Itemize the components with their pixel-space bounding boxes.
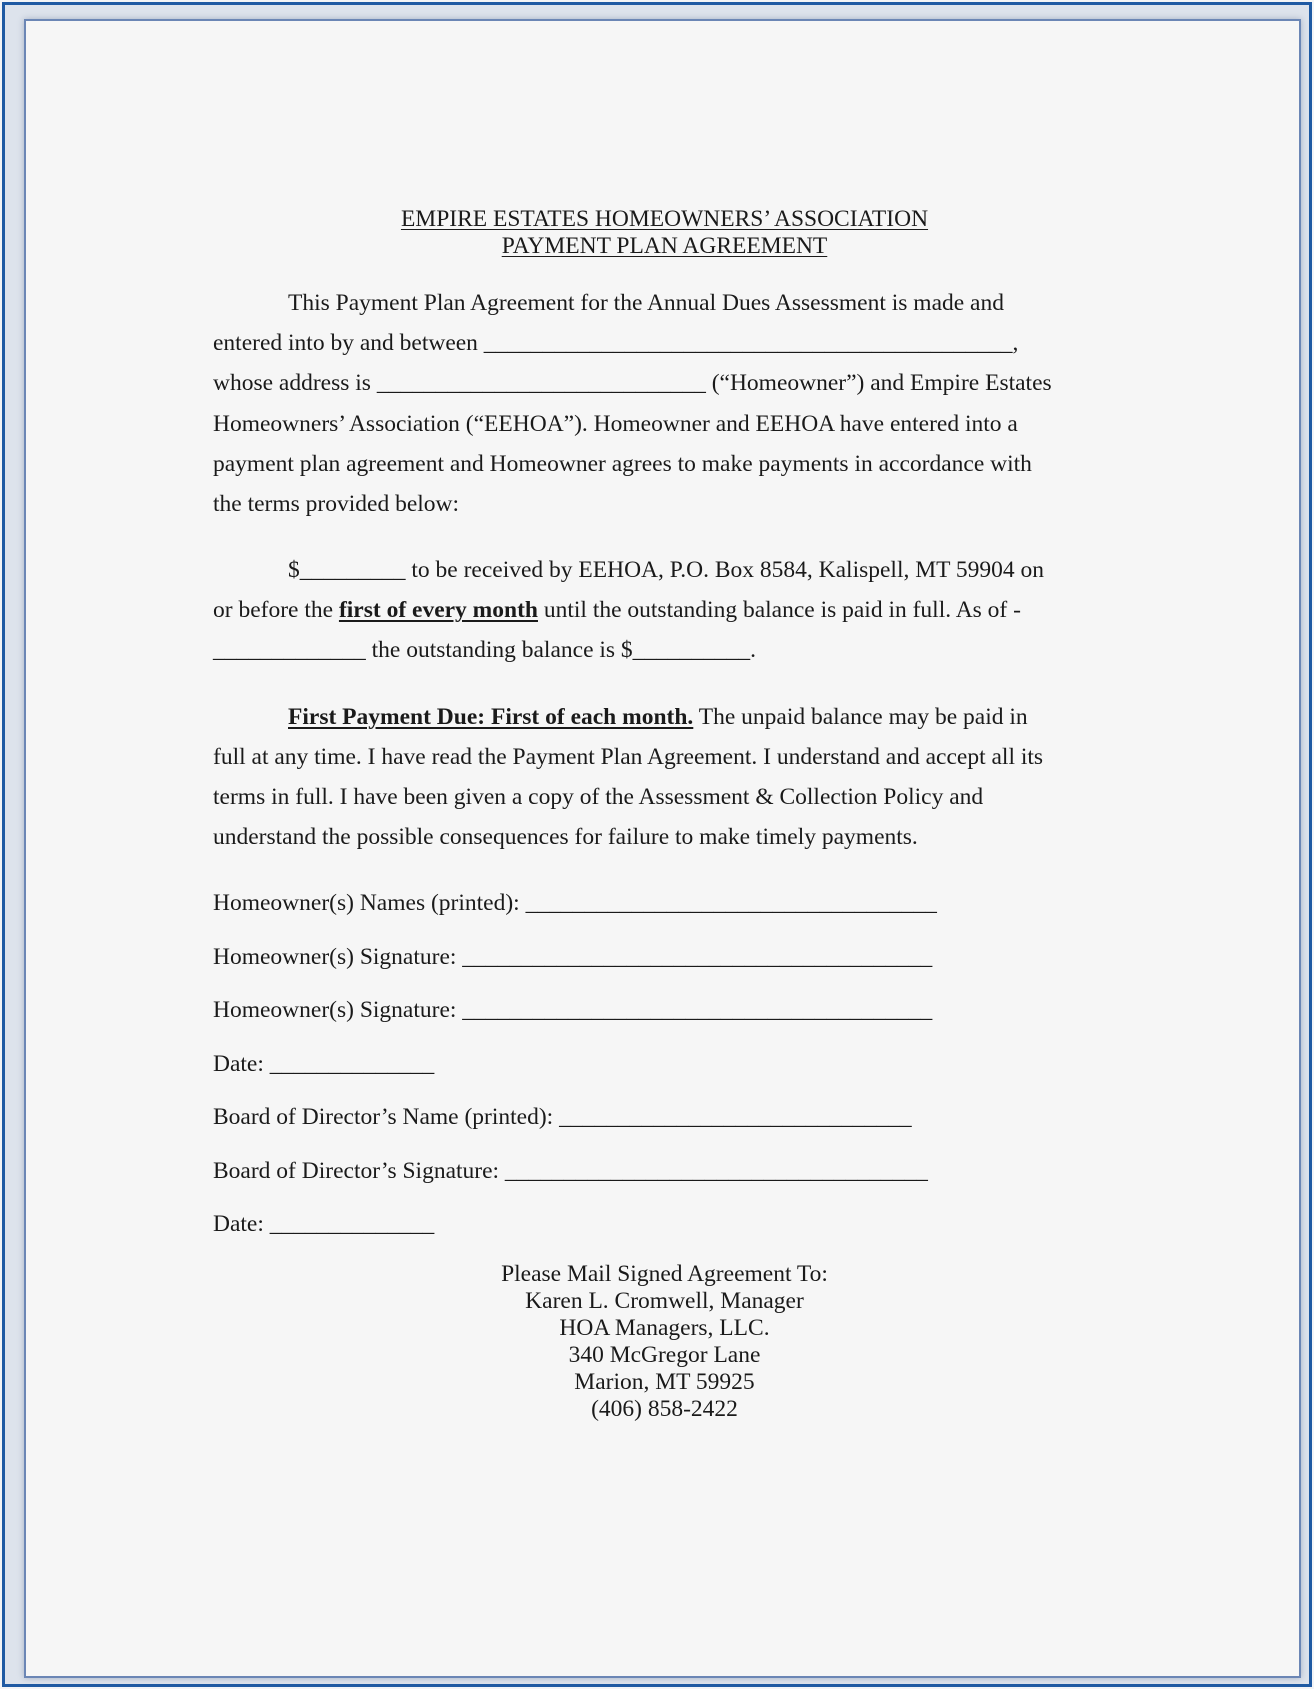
- first-of-every-month-emphasis: first of every month: [338, 597, 538, 623]
- paragraph2-line2-post: until the outstanding balance is paid in full. As of -: [537, 597, 1021, 623]
- paragraph1-line3: whose address is ____________________________ (“Homeowner”) and Empire Estates: [213, 370, 1052, 396]
- paragraph3-line1: [288, 702, 1028, 732]
- paragraph3-line4: understand the possible consequences for failure to make timely payments.: [213, 824, 918, 850]
- paragraph3-line2: full at any time. I have read the Payment Plan Agreement. I understand and accept all its: [213, 744, 1044, 770]
- agreement-document: [26, 21, 1299, 1676]
- paragraph1-line2: entered into by and between _____________________________________________,: [213, 330, 1019, 356]
- paragraph2-line1: $_________ to be received by EEHOA, P.O. Box 8584, Kalispell, MT 59904 on: [288, 557, 1045, 583]
- homeowner-signature-field-2[interactable]: Homeowner(s) Signature: ________________________________________: [213, 997, 933, 1023]
- paragraph2-line2-pre: or before the: [213, 597, 339, 623]
- board-date-field[interactable]: Date: ______________: [213, 1211, 435, 1237]
- mail-street: 340 McGregor Lane: [568, 1342, 761, 1368]
- paragraph2-line2: [213, 595, 1021, 625]
- mail-recipient-name: Karen L. Cromwell, Manager: [525, 1288, 804, 1314]
- mail-city: Marion, MT 59925: [574, 1369, 755, 1395]
- homeowner-signature-field-1[interactable]: Homeowner(s) Signature: ________________________________________: [213, 944, 933, 970]
- homeowner-names-printed-field[interactable]: Homeowner(s) Names (printed): ___________________________________: [213, 890, 937, 916]
- mail-phone: (406) 858-2422: [591, 1396, 738, 1422]
- document-title-line2: PAYMENT PLAN AGREEMENT: [501, 233, 828, 259]
- paragraph1-line6: the terms provided below:: [213, 491, 460, 517]
- paragraph1-line5: payment plan agreement and Homeowner agrees to make payments in accordance with: [213, 451, 1032, 477]
- paragraph1-line1: This Payment Plan Agreement for the Annual Dues Assessment is made and: [288, 290, 1004, 316]
- mail-company: HOA Managers, LLC.: [559, 1315, 770, 1341]
- board-signature-field[interactable]: Board of Director’s Signature: ____________________________________: [213, 1158, 928, 1184]
- document-title-line1: EMPIRE ESTATES HOMEOWNERS’ ASSOCIATION: [400, 206, 929, 232]
- paragraph1-line4: Homeowners’ Association (“EEHOA”). Homeowner and EEHOA have entered into a: [213, 411, 1018, 437]
- first-payment-due-emphasis: First Payment Due: First of each month.: [288, 704, 694, 730]
- outer-frame: [2, 2, 1312, 1687]
- board-name-printed-field[interactable]: Board of Director’s Name (printed): ______________________________: [213, 1104, 912, 1130]
- homeowner-date-field[interactable]: Date: ______________: [213, 1051, 435, 1077]
- paragraph2-line3: _____________ the outstanding balance is $__________.: [213, 637, 757, 663]
- paragraph3-line3: terms in full. I have been given a copy of the Assessment & Collection Policy and: [213, 784, 984, 810]
- document-page: [24, 19, 1301, 1678]
- paragraph3-line1-post: The unpaid balance may be paid in: [693, 704, 1028, 730]
- mail-heading: Please Mail Signed Agreement To:: [501, 1261, 828, 1287]
